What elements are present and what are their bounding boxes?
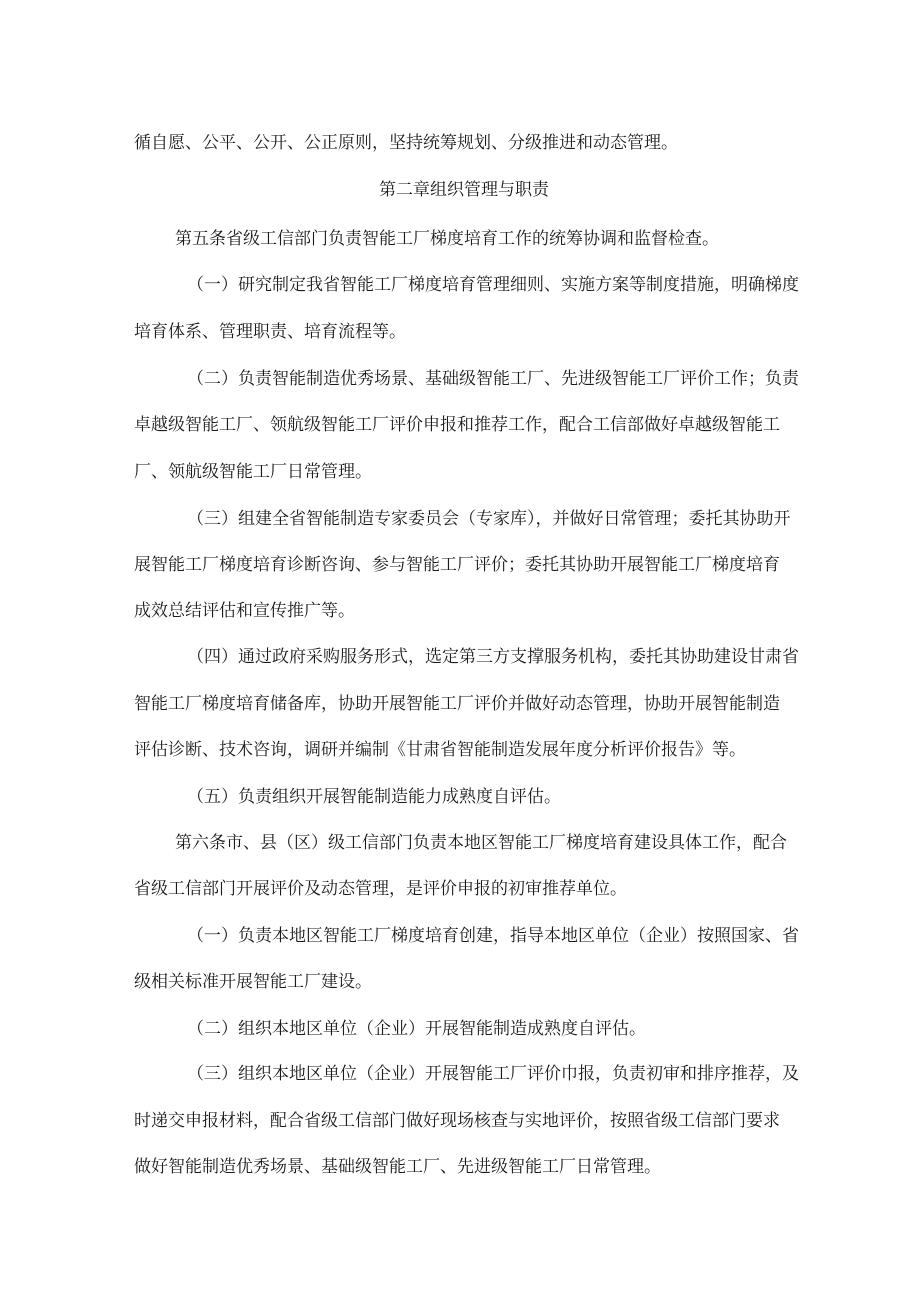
article-6-line-1: 第六条市、县（区）级工信部门负责本地区智能工厂梯度培育建设具体工作，配合 (175, 833, 787, 853)
article-6-item-3-line-2: 时递交申报材料，配合省级工信部门做好现场核查与实地评价，按照省级工信部门要求 (134, 1111, 780, 1131)
article-5-item-1-line-2: 培育体系、管理职责、培育流程等。 (134, 322, 406, 342)
article-6-line-2: 省级工信部门开展评价及动态管理，是评价申报的初审推荐单位。 (134, 879, 627, 899)
article-6-item-3-line-3: 做好智能制造优秀场景、基础级智能工厂、先进级智能工厂日常管理。 (134, 1157, 661, 1177)
article-5-item-2-line-3: 厂、领航级智能工厂日常管理。 (134, 462, 372, 482)
article-5-item-3-line-2: 展智能工厂梯度培育诊断咨询、参与智能工厂评价；委托其协助开展智能工厂梯度培育 (134, 555, 780, 575)
article-5-item-3-line-1: （三）组建全省智能制造专家委员会（专家库），并做好日常管理；委托其协助开 (187, 509, 791, 529)
article-5-lead: 第五条省级工信部门负责智能工厂梯度培育工作的统筹协调和监督检查。 (175, 229, 719, 249)
article-6-item-2-line-1: （二）组织本地区单位（企业）开展智能制造成熟度自评估。 (187, 1019, 646, 1039)
article-6-item-1-line-2: 级相关标准开展智能工厂建设。 (134, 972, 372, 992)
chapter-title: 第二章组织管理与职责 (379, 180, 549, 200)
article-5-item-5-line-1: （五）负责组织开展智能制造能力成熟度自评估。 (187, 787, 561, 807)
article-5-item-1-line-1: （一）研究制定我省智能工厂梯度培育管理细则、实施方案等制度措施，明确梯度 (187, 275, 799, 295)
article-6-item-3-line-1: （三）组织本地区单位（企业）开展智能工厂评价巾报，负责初审和排序推荐，及 (187, 1064, 799, 1084)
article-5-item-3-line-3: 成效总结评估和宣传推广等。 (134, 601, 355, 621)
paragraph-line: 循自愿、公平、公开、公正原则，坚持统筹规划、分级推进和动态管理。 (134, 133, 678, 153)
article-5-item-4-line-3: 评估诊断、技术咨询，调研并编制《甘肃省智能制造发展年度分析评价报告》等。 (134, 740, 746, 760)
article-6-item-1-line-1: （一）负责本地区智能工厂梯度培育创建，指导本地区单位（企业）按照国家、省 (187, 926, 799, 946)
article-5-item-4-line-2: 智能工厂梯度培育储备库，协助开展智能工厂评价并做好动态管理，协助开展智能制造 (134, 694, 780, 714)
article-5-item-2-line-2: 卓越级智能工厂、领航级智能工厂评价申报和推荐工作，配合工信部做好卓越级智能工 (134, 415, 780, 435)
article-5-item-2-line-1: （二）负责智能制造优秀场景、基础级智能工厂、先进级智能工厂评价工作；负责 (187, 369, 799, 389)
article-5-item-4-line-1: （四）通过政府采购服务形式，选定第三方支撑服务机构，委托其协助建设甘肃省 (187, 647, 799, 667)
